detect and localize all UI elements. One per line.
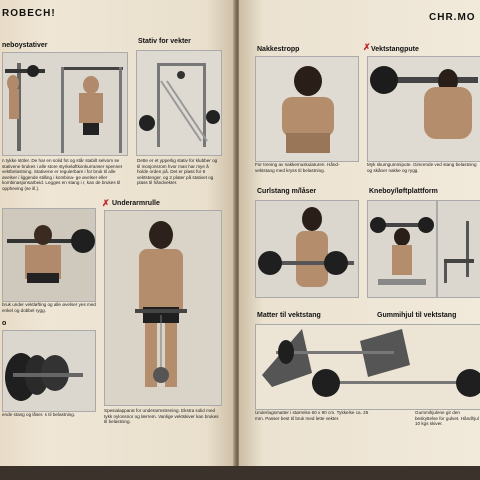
section-caption-squat-racks: n tykke stöler. De har en solid fot og står stabilt selvom se stativene brukes i alle store styrkeløftkonkurranser spennet vektbelastning. Stativene er regulerbare i for bruk til alle øvelser i liggende stilling i kombina- ge øvelser eller kombinasjonsarbeid. Legges en stang i r, kan de brukes til oppheving (se ill.). [2,158,123,191]
left-page-header: ROBECH! [2,8,56,19]
section-title-rubber-wheels: Gummihjul til vektstang [377,312,457,319]
section-caption-forearm-roller: Spesialapparat for underarmstrening. Ekstra solid med tykk nylonsnor og lærrem. Vanlige vektskiver kan brukes til belastning. [104,408,219,425]
section-caption-bar-pad: Myk skumgummipute. Gimrende ved stang belastning og skåner nakke og rygg. [367,162,477,173]
table-surface [0,466,480,480]
section-caption-rubber-wheels: Gummihjulene gir den beskyttelse for gulvet. Håndhjul 10 kgs skiver. [415,410,479,427]
weight-plates-photo [2,330,96,412]
squat-platform-photo [367,200,437,298]
platform-stand-photo [437,200,480,298]
section-title-squat-platform: Kneboy/løftplattform [369,188,438,195]
squat-rack-photo [2,52,128,156]
weight-rack-photo [136,50,222,156]
section-title-bar-pad: Vektstangpute [371,46,419,53]
section-title-mats: Matter til vektstang [257,312,321,319]
check-mark-pad: ✗ [363,42,371,52]
section-caption-weights: ende stang og låser. s til belastning. [2,412,76,417]
section-title-weights: o [2,320,7,327]
neck-strap-photo [255,56,359,162]
section-title-forearm-roller: Underarmrulle [112,200,160,207]
right-page-header: CHR.MO [429,12,476,23]
check-mark-underarm: ✗ [102,198,110,208]
section-caption-mats: Underlagsmatter i størrelse 60 x 90 cm. Tykkelse ca. 25 mm. Passer best til bruk med lette vekter. [255,410,369,421]
left-page [0,0,235,472]
forearm-roller-photo [104,210,222,406]
section-caption-shoulder: bruk under vektløfting og alle øvelser yes med enkel og dobbel rygg. [2,302,96,313]
section-title-curl-bar: Curlstang m/låser [257,188,317,195]
right-page [239,0,480,472]
shoulder-exercise-photo [2,208,96,302]
section-caption-weight-rack: Dette er et ypperlig stativ for klubber og til mosjonsrom hvor man har mye å holde orden på. Det er plass for 8 vektstenger, og 2 plater på stativet og plass til håndvekter. [137,158,218,186]
section-caption-neck-strap: For trening av nakkemuskulaturen. Hånd- vektstang med kryss til belastning. [255,162,340,173]
section-title-neck-strap: Nakkestropp [257,46,300,53]
curl-bar-photo [255,200,359,298]
mats-and-wheels-photo [255,324,480,410]
bar-pad-photo [367,56,480,162]
section-title-weight-rack: Stativ for vekter [138,38,191,45]
section-title-squat-racks: neboystativer [2,42,48,49]
